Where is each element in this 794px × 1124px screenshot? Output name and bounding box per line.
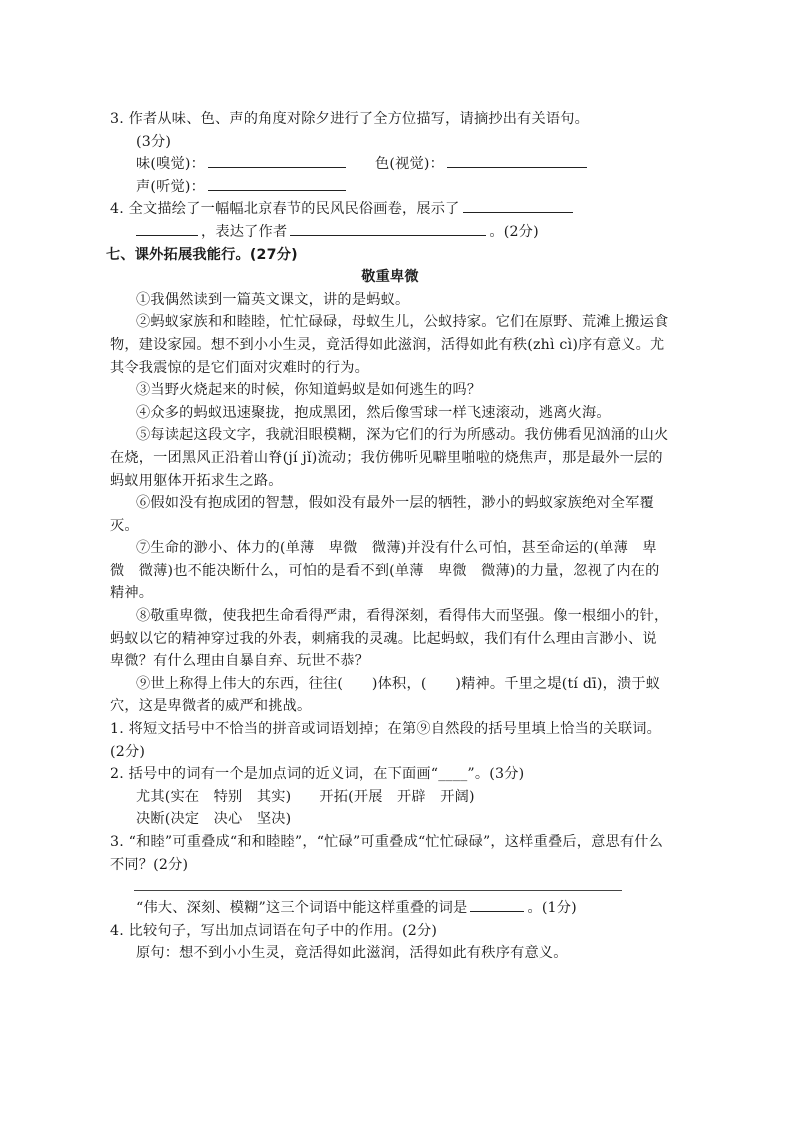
q4-line1: 4. 全文描绘了一幅幅北京春节的民风民俗画卷，展示了 (110, 198, 670, 221)
taste-label: 味(嗅觉)： (136, 156, 206, 173)
question-4: 4. 比较句子，写出加点词语在句子中的作用。(2分) (110, 922, 438, 939)
article-para-8: ⑧敬重卑微，使我把生命看得严肃，看得深刻，看得伟大而坚强。像一根细小的针，蚂蚁以它的精神穿过我的外表，刺痛我的灵魂。比起蚂蚁，我们有什么理由言渺小、说卑微？有什么理由自暴自弃、玩世不恭？ (110, 608, 669, 670)
article-para-1: ①我偶然读到一篇英文课文，讲的是蚂蚁。 (136, 291, 410, 308)
question-2: 2. 括号中的词有一个是加点词的近义词，在下面画“____”。(3分) (110, 766, 525, 783)
q3-stem: 3. 作者从味、色、声的角度对除夕进行了全方位描写，请摘抄出有关语句。 (110, 111, 590, 127)
q2-word-group-3[interactable]: 决断(决定 决心 坚决) (136, 811, 292, 828)
q2-word-group-1[interactable]: 尤其(实在 特别 其实) (136, 788, 292, 805)
taste-blank[interactable] (208, 153, 346, 168)
q3-sound-row (110, 176, 670, 199)
worksheet-page (106, 108, 670, 965)
article-para-7: ⑦生命的渺小、体力的(单薄 卑微 微薄)并没有什么可怕，甚至命运的(单薄 卑微 微薄)也不能决断什么，可怕的是看不到(单薄 卑微 微薄)的力量，忽视了内在的精神。 (110, 540, 660, 602)
q3-answer-line[interactable] (134, 890, 622, 891)
q2-word-group-2[interactable]: 开拓(开展 开辟 开阔) (319, 788, 475, 805)
color-blank[interactable] (447, 153, 587, 168)
sound-label: 声(听觉)： (136, 178, 206, 195)
q2-words-row-2 (110, 808, 670, 831)
q3-score: (3分) (136, 133, 172, 150)
q3b-row: “伟大、深刻、模糊”这三个词语中能这样重叠的词是 。(1分) (110, 897, 670, 920)
q4-blank-3[interactable] (290, 221, 486, 236)
q4-line2: ，表达了作者 。(2分) (110, 221, 670, 244)
sound-blank[interactable] (208, 176, 346, 191)
article-para-6: ⑥假如没有抱成团的智慧，假如没有最外一层的牺牲，渺小的蚂蚁家族绝对全军覆灭。 (110, 495, 654, 534)
article-para-2: ②蚂蚁家族和和睦睦，忙忙碌碌，母蚁生儿，公蚁持家。它们在原野、荒滩上搬运食物，建设家园。想不到小小生灵，竟活得如此滋润，活得如此有秩(zhì cì)序有意义。尤其令我震惊的是它们面对灾难时的行为。 (110, 314, 669, 376)
q4-blank-2[interactable] (136, 221, 198, 236)
question-1: 1. 将短文括号中不恰当的拼音或词语划掉；在第⑨自然段的括号里填上恰当的关联词。(2分) (110, 721, 661, 760)
article-para-5: ⑤每读起这段文字，我就泪眼模糊，深为它们的行为所感动。我仿佛看见汹涌的山火在烧，一团黑风正沿着山脊(jí jǐ)流动；我仿佛听见噼里啪啦的烧焦声，那是最外一层的蚂蚁用躯体开拓求生之路。 (110, 427, 669, 489)
q2-words-row-1 (110, 786, 670, 809)
q4-blank-1[interactable] (463, 198, 573, 213)
article-para-3: ③当野火烧起来的时候，你知道蚂蚁是如何逃生的吗？ (136, 382, 482, 399)
article-title: 敬重卑微 (361, 269, 419, 286)
article-para-4: ④众多的蚂蚁迅速聚拢，抱成黑团，然后像雪球一样飞速滚动，逃离火海。 (136, 404, 611, 421)
color-label: 色(视觉)： (375, 156, 445, 173)
q3b-blank[interactable] (470, 897, 524, 912)
section-7-title: 七、课外拓展我能行。(27分) (106, 246, 298, 263)
q3-taste-color-row (110, 153, 670, 176)
article-para-9: ⑨世上称得上伟大的东西，往往( )体积，( )精神。千里之堤(tí dī)，溃于蚁穴，这是卑微者的威严和挑战。 (110, 675, 661, 715)
question-3: 3. “和睦”可重叠成“和和睦睦”，“忙碌”可重叠成“忙忙碌碌”，这样重叠后，意思有什么不同？(2分) (110, 834, 664, 873)
q4-original-sentence: 原句：想不到小小生灵，竟活得如此滋润，活得如此有秩序有意义。 (136, 945, 568, 962)
